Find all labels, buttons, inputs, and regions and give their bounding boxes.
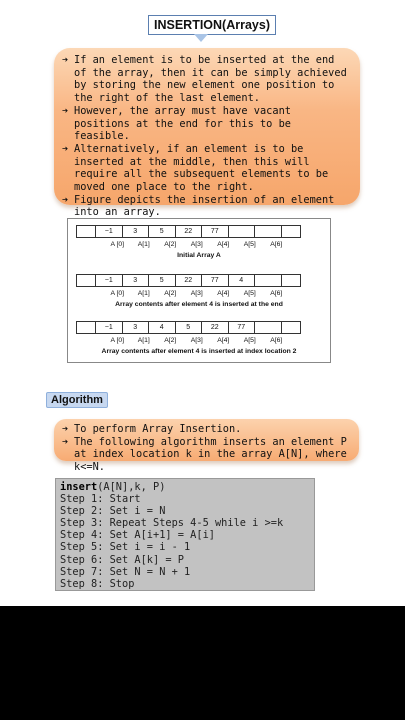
index-label: A[5] bbox=[243, 337, 256, 344]
intro-bullet-list bbox=[62, 54, 351, 219]
code-step-line: Step 8: Stop bbox=[60, 577, 135, 590]
array-cell bbox=[76, 274, 96, 287]
index-label: A[1] bbox=[137, 241, 150, 248]
arrow-bullet-icon: ➔ bbox=[62, 104, 69, 117]
array-cell bbox=[254, 225, 282, 238]
array-cell: 4 bbox=[148, 321, 176, 334]
array-caption: Array contents after element 4 is inserted at the end bbox=[115, 301, 283, 308]
array-cell: −1 bbox=[95, 321, 123, 334]
arrow-bullet-icon: ➔ bbox=[62, 193, 69, 206]
bullet-text: The following algorithm inserts an element P at index location k in the array A[N], where k<=N. bbox=[74, 435, 347, 474]
index-label: A[5] bbox=[243, 241, 256, 248]
page-title: INSERTION(Arrays) bbox=[148, 15, 276, 35]
array-cell: 5 bbox=[175, 321, 203, 334]
index-label: A[3] bbox=[190, 290, 203, 297]
array-caption: Array contents after element 4 is inserted at index location 2 bbox=[101, 348, 297, 355]
index-label: A[6] bbox=[270, 337, 283, 344]
array-row bbox=[76, 274, 301, 287]
array-cell bbox=[254, 321, 282, 334]
bullet-text: If an element is to be inserted at the end of the array, then it can be simply achieved by storing the new element one position to the right of the last element. bbox=[74, 54, 347, 105]
code-signature bbox=[60, 481, 310, 493]
algorithm-bullet bbox=[62, 436, 350, 474]
index-label: A [0] bbox=[110, 241, 125, 248]
array-cell: 22 bbox=[201, 321, 229, 334]
index-label: A[4] bbox=[217, 337, 230, 344]
code-step-line: Step 6: Set A[k] = P bbox=[60, 553, 184, 566]
array-cell bbox=[76, 321, 96, 334]
intro-bullet bbox=[62, 194, 351, 219]
bullet-text: However, the array must have vacant positions at the end for this to be feasible. bbox=[74, 104, 291, 143]
intro-bullet bbox=[62, 105, 351, 143]
index-label: A[2] bbox=[164, 241, 177, 248]
code-step-line: Step 7: Set N = N + 1 bbox=[60, 565, 191, 578]
intro-bullet bbox=[62, 143, 351, 194]
index-label: A[3] bbox=[190, 337, 203, 344]
arrow-bullet-icon: ➔ bbox=[62, 54, 69, 66]
arrow-bullet-icon: ➔ bbox=[62, 142, 69, 155]
array-cell: 22 bbox=[175, 274, 203, 287]
array-cell: −1 bbox=[95, 274, 123, 287]
bullet-text: Figure depicts the insertion of an element into an array. bbox=[74, 193, 335, 219]
index-label: A[3] bbox=[190, 241, 203, 248]
index-label: A [0] bbox=[110, 337, 125, 344]
index-label: A[1] bbox=[137, 290, 150, 297]
algorithm-bullet-list bbox=[62, 423, 350, 474]
array-caption: Initial Array A bbox=[177, 252, 221, 259]
array-cell: 77 bbox=[201, 274, 229, 287]
code-step-line: Step 2: Set i = N bbox=[60, 505, 166, 518]
array-cell bbox=[281, 274, 301, 287]
array-cell: 4 bbox=[228, 274, 256, 287]
algorithm-bubble bbox=[54, 419, 359, 474]
array-cell: 3 bbox=[122, 274, 150, 287]
array-cell: 77 bbox=[201, 225, 229, 238]
index-label: A[1] bbox=[137, 337, 150, 344]
index-label: A [0] bbox=[110, 290, 125, 297]
code-step-line: Step 4: Set A[i+1] = A[i] bbox=[60, 529, 215, 542]
index-labels bbox=[104, 290, 290, 297]
array-insertion-figure bbox=[67, 218, 331, 363]
index-label: A[2] bbox=[164, 337, 177, 344]
code-func-name: insert bbox=[60, 481, 98, 493]
title-callout bbox=[148, 15, 276, 35]
array-cell: 22 bbox=[175, 225, 203, 238]
index-label: A[6] bbox=[270, 241, 283, 248]
array-row bbox=[76, 225, 301, 238]
array-cell: 3 bbox=[122, 321, 150, 334]
index-label: A[4] bbox=[217, 241, 230, 248]
array-cell: 5 bbox=[148, 274, 176, 287]
array-cell: 5 bbox=[148, 225, 176, 238]
array-row bbox=[76, 321, 301, 334]
index-labels bbox=[104, 337, 290, 344]
code-step-line: Step 1: Start bbox=[60, 493, 141, 506]
algorithm-bullet bbox=[62, 423, 350, 436]
index-label: A[2] bbox=[164, 290, 177, 297]
index-labels bbox=[104, 241, 290, 248]
index-label: A[6] bbox=[270, 290, 283, 297]
algorithm-heading: Algorithm bbox=[46, 392, 108, 408]
index-label: A[5] bbox=[243, 290, 256, 297]
bullet-text: To perform Array Insertion. bbox=[74, 423, 242, 435]
arrow-bullet-icon: ➔ bbox=[62, 435, 69, 448]
array-cell: 77 bbox=[228, 321, 256, 334]
algorithm-code-block bbox=[55, 478, 315, 591]
array-cell bbox=[281, 321, 301, 334]
arrow-bullet-icon: ➔ bbox=[62, 423, 69, 435]
bullet-text: Alternatively, if an element is to be inserted at the middle, then this will require all the subsequent elements to be moved one place to the right. bbox=[74, 142, 329, 194]
index-label: A[4] bbox=[217, 290, 230, 297]
array-cell bbox=[76, 225, 96, 238]
array-cell bbox=[281, 225, 301, 238]
code-step-line: Step 5: Set i = i - 1 bbox=[60, 541, 191, 554]
intro-bullet bbox=[62, 54, 351, 105]
array-cell: −1 bbox=[95, 225, 123, 238]
code-step-line: Step 3: Repeat Steps 4-5 while i >=k bbox=[60, 517, 284, 530]
callout-pointer bbox=[194, 34, 208, 42]
array-cell bbox=[228, 225, 256, 238]
intro-bubble bbox=[54, 48, 360, 219]
array-cell bbox=[254, 274, 282, 287]
code-signature-args: (A[N],k, P) bbox=[97, 481, 166, 493]
array-cell: 3 bbox=[122, 225, 150, 238]
code-steps bbox=[60, 493, 310, 590]
